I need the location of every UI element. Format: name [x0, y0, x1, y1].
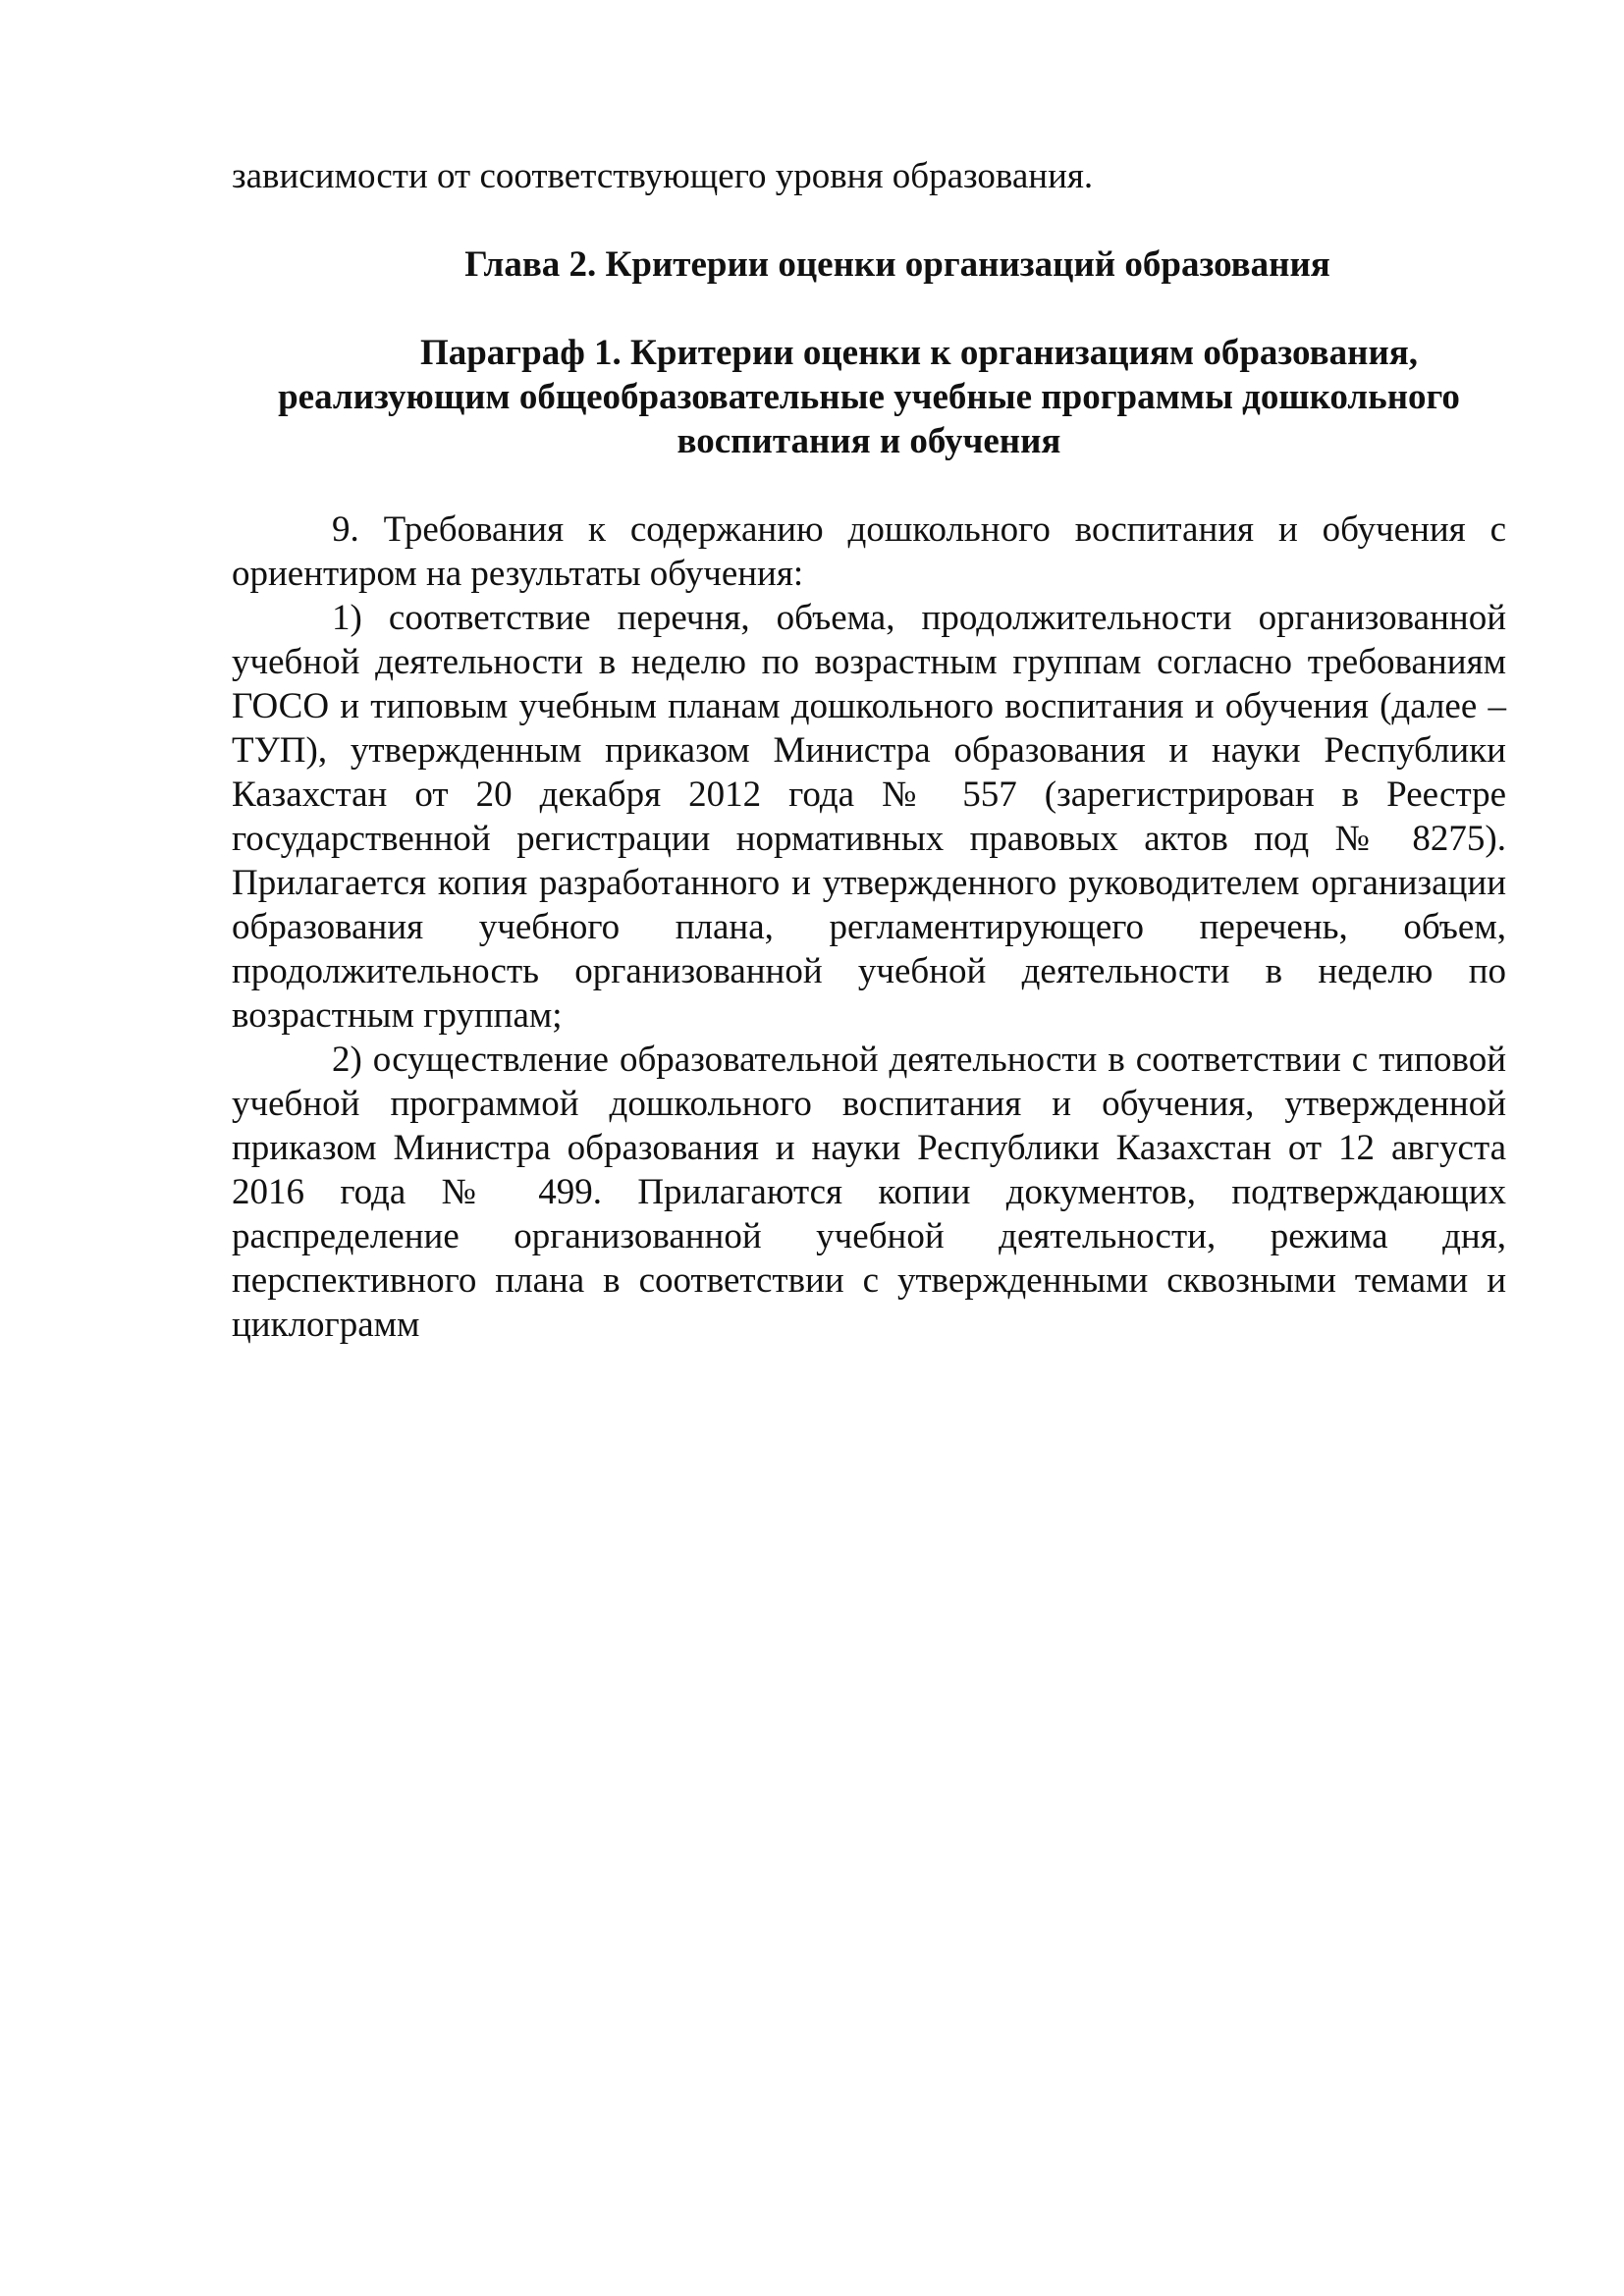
spacer: [232, 198, 1506, 242]
paragraph-subitem-1: 1) соответствие перечня, объема, продолжительности организованной учебной деятельности в неделю по возрастным группам согласно требованиям ГОСО и типовым учебным планам дошкольного воспитания и обучения (далее – ТУП), утвержденным приказом Министра образования и науки Республики Казахстан от 20 декабря 2012 года № 557 (зарегистрирован в Реестре государственной регистрации нормативных правовых актов под № 8275). Прилагается копия разработанного и утвержденного руководителем организации образования учебного плана, регламентирующего перечень, объем, продолжительность организованной учебной деятельности в неделю по возрастным группам;: [232, 598, 1506, 1036]
document-body: [232, 154, 1506, 1347]
spacer: [232, 463, 1506, 507]
paragraph-item-9: 9. Требования к содержанию дошкольного воспитания и обучения с ориентиром на результаты обучения:: [232, 509, 1506, 594]
section-title: [232, 331, 1506, 463]
section-title-line-2: реализующим общеобразовательные учебные программы дошкольного: [278, 377, 1460, 417]
chapter-title: Глава 2. Критерии оценки организаций образования: [464, 244, 1330, 285]
spacer: [232, 287, 1506, 331]
section-title-line-3: воспитания и обучения: [677, 421, 1061, 461]
continuation-text: зависимости от соответствующего уровня образования.: [232, 156, 1094, 196]
paragraph-subitem-2: 2) осуществление образовательной деятельности в соответствии с типовой учебной программой дошкольного воспитания и обучения, утвержденной приказом Министра образования и науки Республики Казахстан от 12 августа 2016 года № 499. Прилагаются копии документов, подтверждающих распределение организованной учебной деятельности, режима дня, перспективного плана в соответствии с утвержденными сквозными темами и циклограмм: [232, 1040, 1506, 1345]
section-title-line-1: Параграф 1. Критерии оценки к организациям образования,: [419, 333, 1419, 373]
